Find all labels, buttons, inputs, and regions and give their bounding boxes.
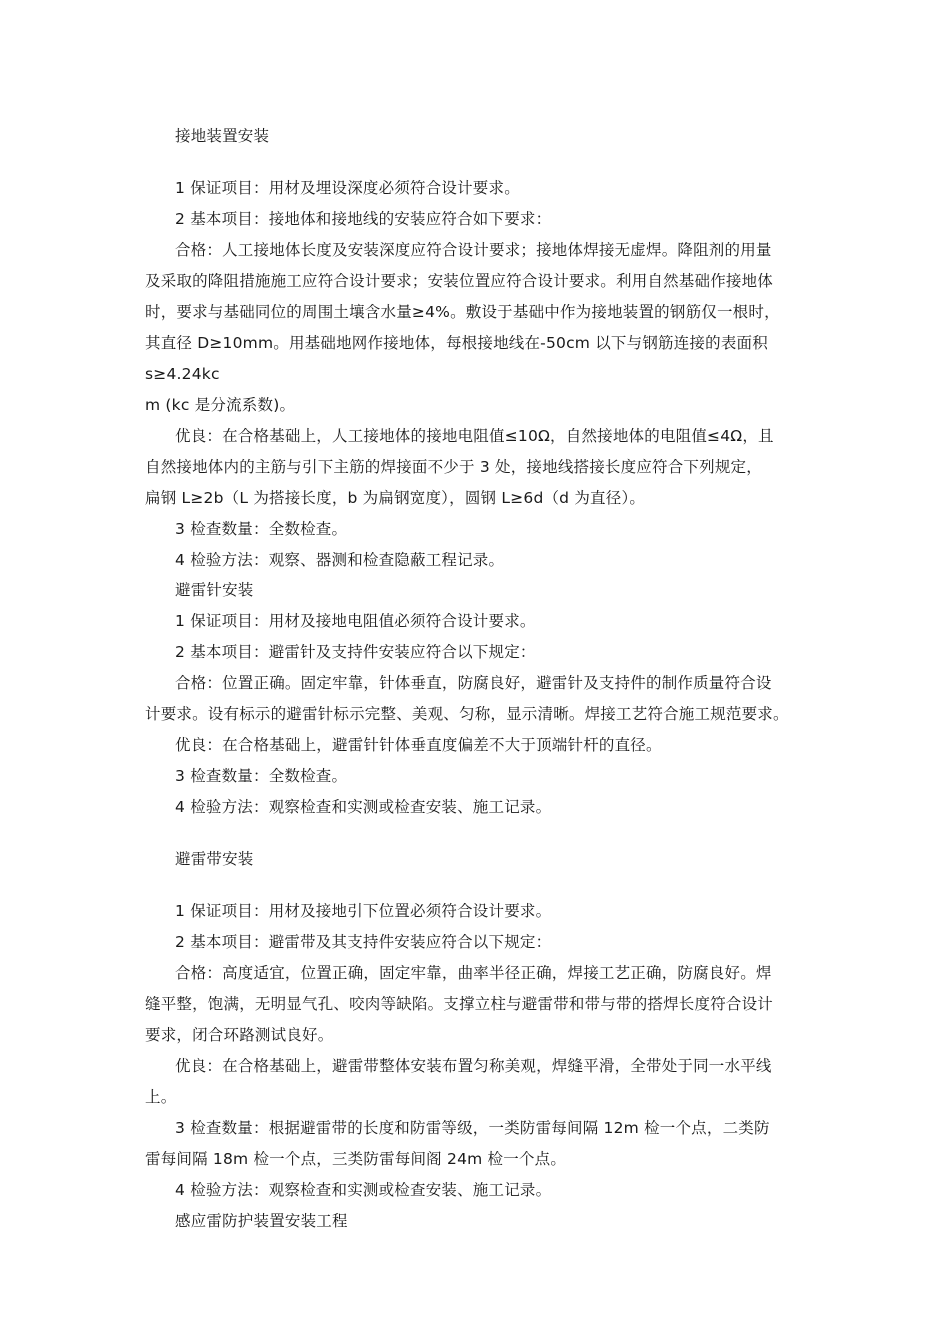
- s3-guarantee-item: 1 保证项目：用材及接地引下位置必须符合设计要求。: [175, 902, 552, 920]
- s3-qualified-line-2: 缝平整，饱满，无明显气孔、咬肉等缺陷。支撑立柱与避雷带和带与带的搭焊长度符合设计: [145, 995, 774, 1013]
- s2-basic-item: 2 基本项目：避雷针及支持件安装应符合以下规定：: [175, 643, 536, 661]
- s1-qualified-line-1: 合格：人工接地体长度及安装深度应符合设计要求；接地体焊接无虚焊。降阻剂的用量: [175, 241, 772, 259]
- s1-excellent-line-3: 扁钢 L≥2b（L 为搭接长度，b 为扁钢宽度），圆钢 L≥6d（d 为直径）。: [145, 489, 646, 507]
- s1-qualified-line-5: s≥4.24kc: [145, 365, 220, 383]
- s1-excellent-line-2: 自然接地体内的主筋与引下主筋的焊接面不少于 3 处，接地线搭接长度应符合下列规定，: [145, 458, 762, 476]
- section-title-induction-lightning: 感应雷防护装置安装工程: [175, 1212, 348, 1230]
- s1-guarantee-item: 1 保证项目：用材及埋设深度必须符合设计要求。: [175, 179, 520, 197]
- s1-excellent-line-1: 优良：在合格基础上，人工接地体的接地电阻值≤10Ω，自然接地体的电阻值≤4Ω，且: [175, 427, 774, 445]
- s2-qualified-line-1: 合格：位置正确。固定牢靠，针体垂直，防腐良好，避雷针及支持件的制作质量符合设: [175, 674, 772, 692]
- s1-qualified-line-2: 及采取的降阻措施施工应符合设计要求；安装位置应符合设计要求。利用自然基础作接地体: [145, 272, 774, 290]
- s2-qualified-line-2: 计要求。设有标示的避雷针标示完整、美观、匀称，显示清晰。焊接工艺符合施工规范要求。: [145, 705, 789, 723]
- s3-qualified-line-1: 合格：高度适宜，位置正确，固定牢靠，曲率半径正确，焊接工艺正确，防腐良好。焊: [175, 964, 772, 982]
- s3-check-method: 4 检验方法：观察检查和实测或检查安装、施工记录。: [175, 1181, 552, 1199]
- s3-basic-item: 2 基本项目：避雷带及其支持件安装应符合以下规定：: [175, 933, 552, 951]
- s1-check-quantity: 3 检查数量：全数检查。: [175, 520, 348, 538]
- s1-qualified-line-3: 时，要求与基础同位的周围土壤含水量≥4%。敷设于基础中作为接地装置的钢筋仅一根时，: [145, 303, 780, 321]
- s2-check-method: 4 检验方法：观察检查和实测或检查安装、施工记录。: [175, 798, 552, 816]
- s1-check-method: 4 检验方法：观察、器测和检查隐蔽工程记录。: [175, 551, 505, 569]
- s1-basic-item: 2 基本项目：接地体和接地线的安装应符合如下要求：: [175, 210, 552, 228]
- s2-guarantee-item: 1 保证项目：用材及接地电阻值必须符合设计要求。: [175, 612, 536, 630]
- s3-check-quantity-line-1: 3 检查数量：根据避雷带的长度和防雷等级，一类防雷每间隔 12m 检一个点，二类防: [175, 1119, 770, 1137]
- section-title-lightning-belt: 避雷带安装: [175, 850, 254, 868]
- s2-excellent: 优良：在合格基础上，避雷针针体垂直度偏差不大于顶端针杆的直径。: [175, 736, 662, 754]
- section-title-lightning-rod: 避雷针安装: [175, 581, 254, 599]
- s3-excellent-line-2: 上。: [145, 1088, 177, 1106]
- section-title-grounding: 接地装置安装: [175, 127, 270, 145]
- s1-qualified-line-4: 其直径 D≥10mm。用基础地网作接地体，每根接地线在-50cm 以下与钢筋连接的表面积: [145, 334, 768, 352]
- s2-check-quantity: 3 检查数量：全数检查。: [175, 767, 348, 785]
- s1-formula-tail: m (kc 是分流系数)。: [145, 396, 296, 414]
- s3-qualified-line-3: 要求，闭合环路测试良好。: [145, 1026, 334, 1044]
- s3-excellent-line-1: 优良：在合格基础上，避雷带整体安装布置匀称美观，焊缝平滑，全带处于同一水平线: [175, 1057, 772, 1075]
- s3-check-quantity-line-2: 雷每间隔 18m 检一个点，三类防雷每间阁 24m 检一个点。: [145, 1150, 567, 1168]
